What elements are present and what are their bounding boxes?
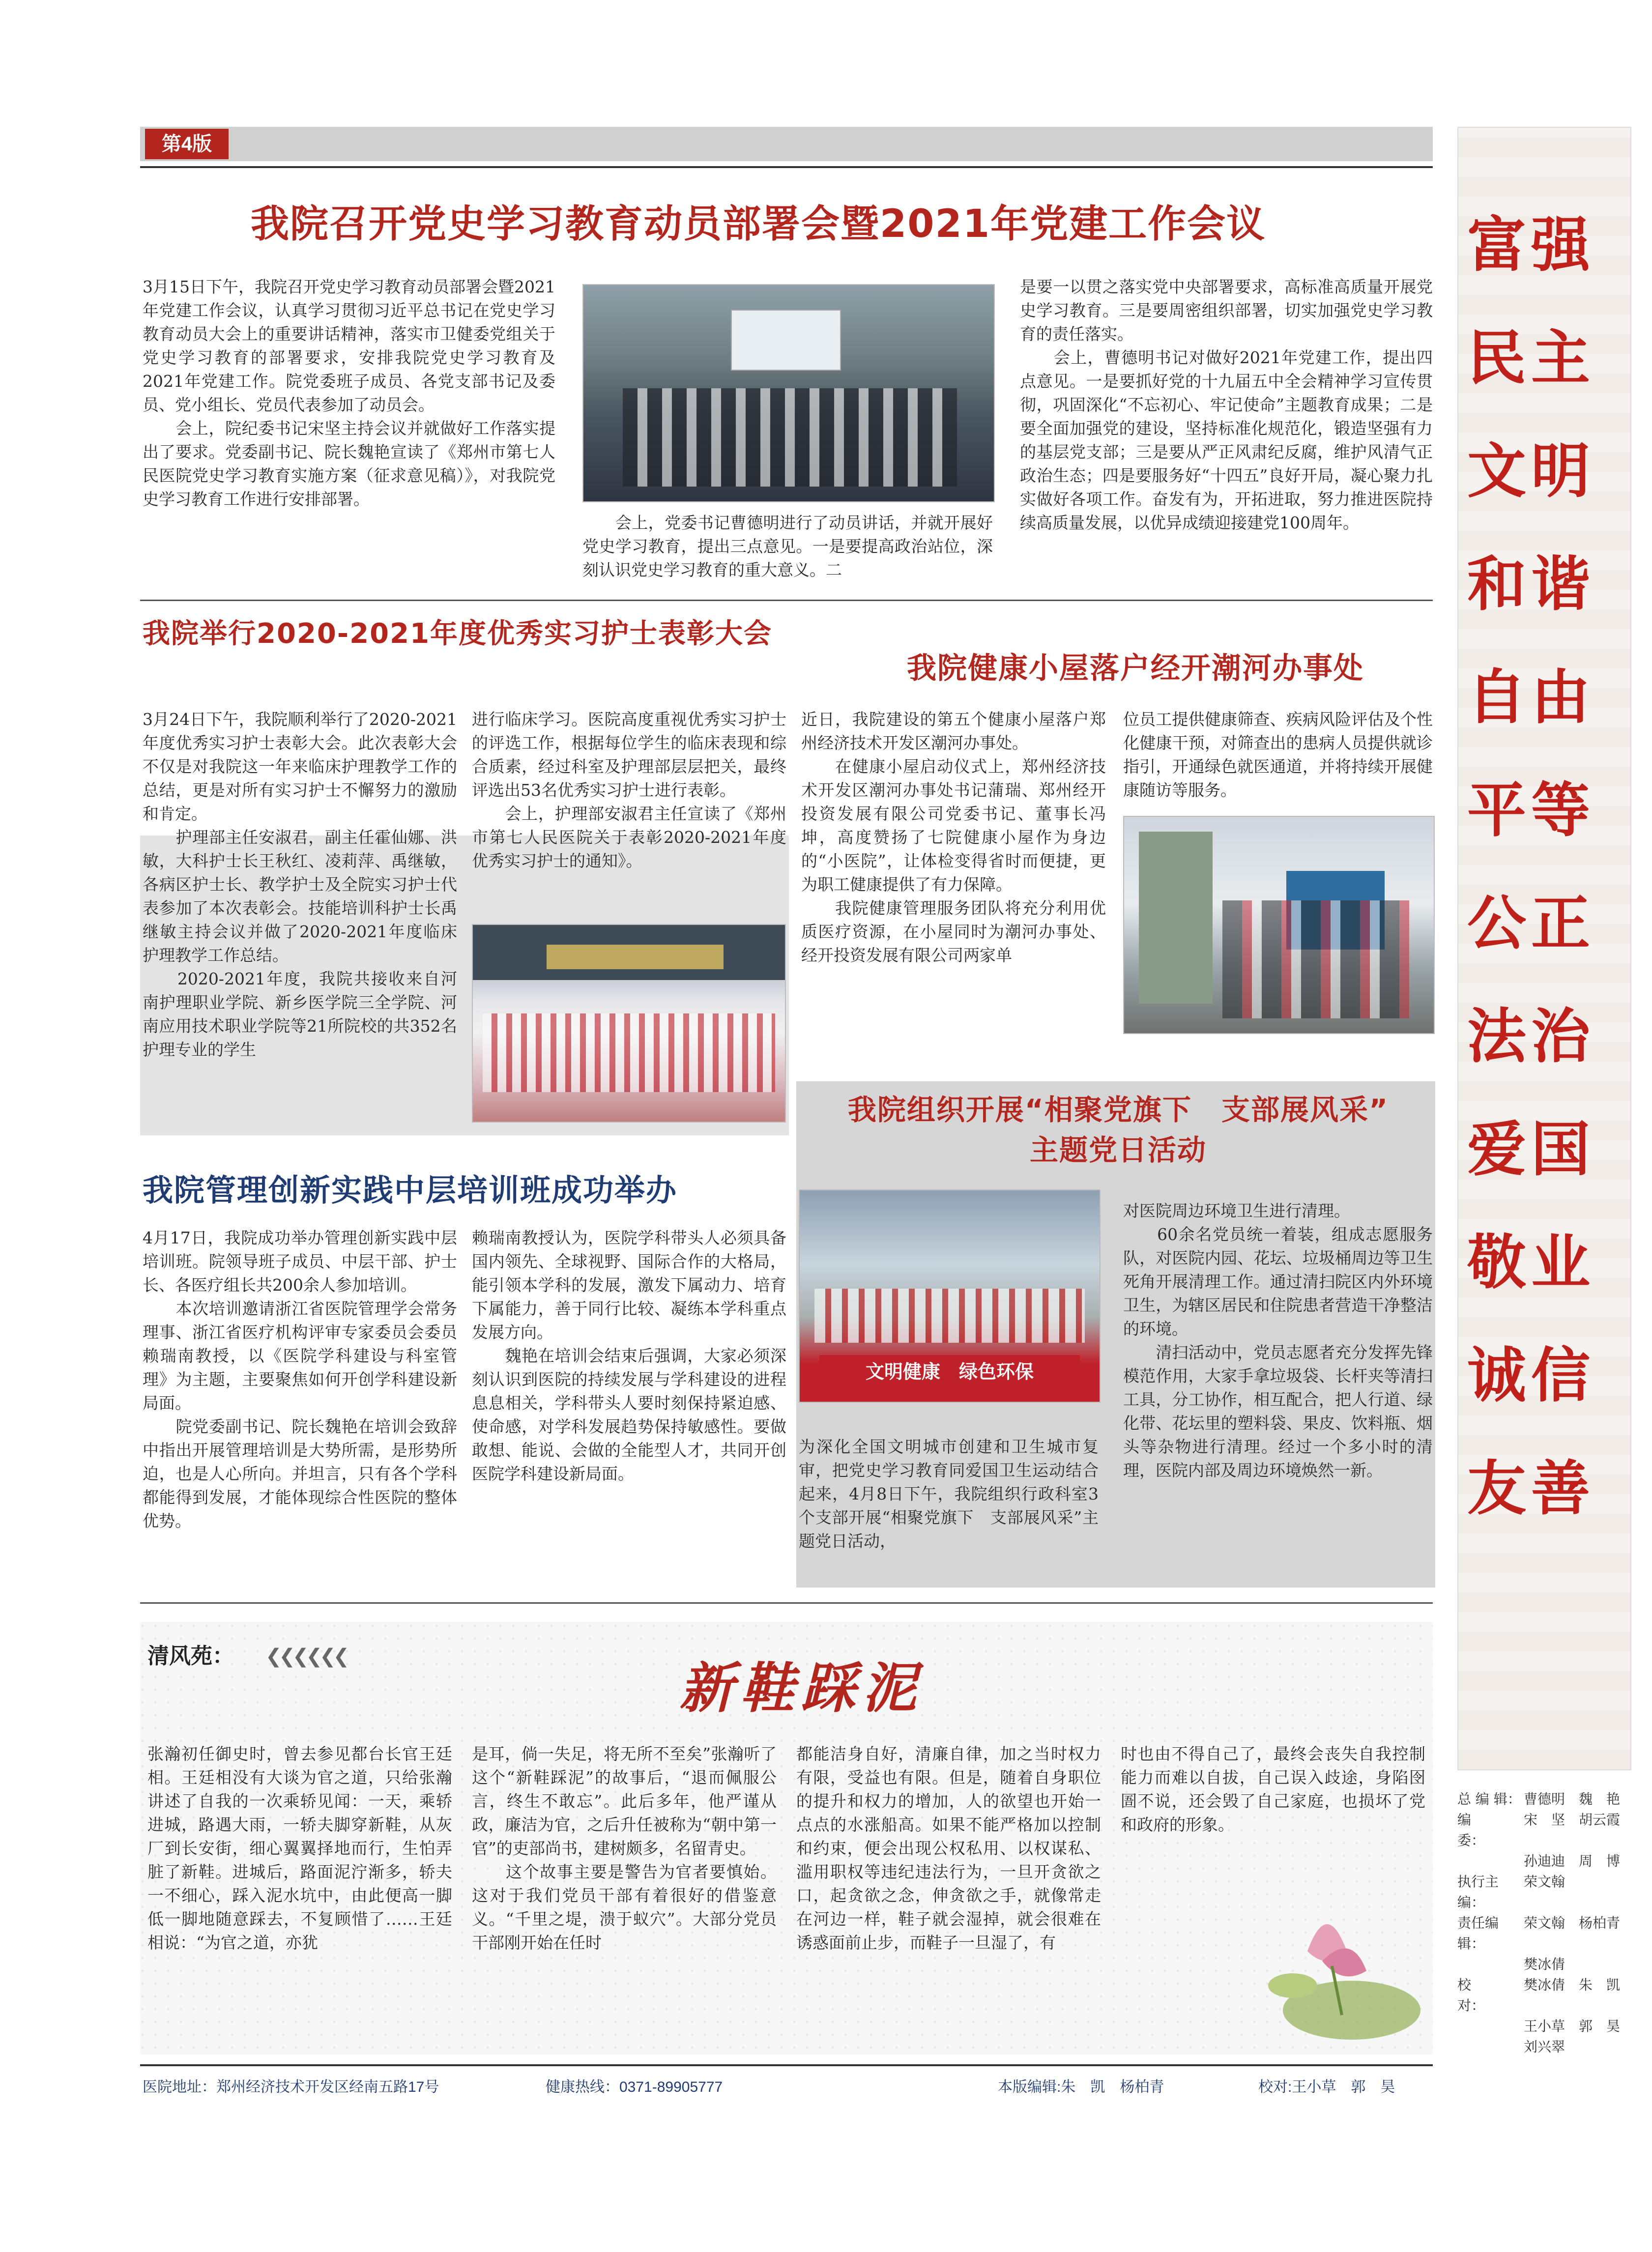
article3-title: 我院健康小屋落户经开潮河办事处 [907, 651, 1364, 686]
footer-rule [140, 2064, 1433, 2066]
masthead-names: 孙迪迪 周 博 [1524, 1853, 1621, 1869]
sidebar-value: 富强 [1467, 211, 1595, 280]
article2-col2: 进行临床学习。医院高度重视优秀实习护士的评选工作，根据每位学生的临床表现和综合质素，经过科室及护理部层层把关，最终评选出53名优秀实习护士进行表彰。 会上，护理部安淑君主任宣读了《郑州市第七人民医院关于表彰2020-2021年度优秀实习护士的通知》。 [472, 710, 786, 870]
masthead-row [1457, 1851, 1629, 1872]
masthead-role: 执行主编： [1457, 1874, 1499, 1910]
masthead-role: 总 编 辑： [1457, 1791, 1521, 1807]
article5-col1: 4月17日，我院成功举办管理创新实践中层培训班。院领导班子成员、中层干部、护士长、各医疗组长共200余人参加培训。 本次培训邀请浙江省医院管理学会常务理事、浙江省医疗机构评审专家委员会委员赖瑞南教授，以《医院学科建设与科室管理》为主题，主要聚焦如何开创学科建设新局面。 院党委副书记、院长魏艳在培训会致辞中指出开展管理培训是大势所需，是形势所迫，也是人心所向。并坦言，只有各个学科都能得到发展，才能体现综合性医院的整体优势。 [143, 1228, 457, 1530]
article3-col2: 位员工提供健康筛查、疾病风险评估及个性化健康干预，对筛查出的患病人员提供就诊指引，开通绿色就医通道，并将持续开展健康随访等服务。 [1123, 710, 1433, 800]
masthead-names: 樊冰倩 朱 凯 [1524, 1977, 1621, 1993]
masthead-names: 荣文翰 [1524, 1874, 1565, 1890]
footer-proofread: 校对:王小草 郭 昊 [1258, 2079, 1395, 2095]
section-rule [140, 1602, 1433, 1604]
lotus-illustration [1253, 1868, 1420, 2045]
qingfengyuan-col2: 是耳，倘一失足，将无所不至矣”张瀚听了这个“新鞋踩泥”的故事后，“退而佩服公言，终生不敢忘”。此后多年，他严谨从政，廉洁为官，之后升任被称为“朝中第一官”的吏部尚书，建树颇多，名留青史。 这个故事主要是警告为官者要慎始。这对于我们党员干部有着很好的借鉴意义。“千里之堤，溃于蚁穴”。大部分党员干部刚开始在任时 [472, 1744, 777, 1952]
masthead-role [1457, 2016, 1524, 2037]
sidebar-value: 自由 [1467, 664, 1595, 732]
top-bar [140, 127, 1433, 161]
top-rule [140, 166, 1433, 168]
article5-col2: 赖瑞南教授认为，医院学科带头人必须具备国内领先、全球视野、国际合作的大格局，能引领本学科的发展，激发下属动力、培育下属能力，善于同行比较、凝练本学科重点发展方向。 魏艳在培训会结束后强调，大家必须深刻认识到医院的持续发展与学科建设的进程息息相关，学科带头人要时刻保持紧迫感、使命感，对学科发展趋势保持敏感性。要做敢想、能说、会做的全能型人才，共同开创医院学科建设新局面。 [472, 1228, 786, 1483]
sidebar-value: 和谐 [1467, 550, 1595, 619]
masthead-role: 校 对： [1457, 1977, 1499, 2014]
article1-photo [582, 284, 995, 502]
article5-title: 我院管理创新实践中层培训班成功举办 [143, 1172, 678, 1208]
qingfengyuan-col3: 都能洁身自好，清廉自律，加之当时权力有限，受益也有限。但是，随着自身职位的提升和权力的增加，人的欲望也开始一点点的水涨船高。如果不能严格加以控制和约束，便会出现公权私用、以权谋私、滥用职权等违纪违法行为，一旦开贪欲之口，起贪欲之念，伸贪欲之手，就像常走在河边一样，鞋子就会湿掉，就会很难在诱惑面前止步，而鞋子一旦湿了，有 [796, 1744, 1101, 1952]
masthead-row [1457, 1789, 1629, 1810]
masthead-names: 荣文翰 杨柏青 [1524, 1915, 1621, 1931]
article4-photo [799, 1189, 1101, 1403]
sidebar-value: 爱国 [1467, 1116, 1595, 1184]
masthead-role: 责任编辑： [1457, 1915, 1499, 1952]
masthead-names: 曹德明 魏 艳 [1524, 1791, 1621, 1807]
masthead-names: 王小草 郭 昊 [1524, 2018, 1621, 2034]
article1-col3: 是要一以贯之落实党中央部署要求，高标准高质量开展党史学习教育。三是要周密组织部署，切实加强党史学习教育的责任落实。 会上，曹德明书记对做好2021年党建工作，提出四点意见。一是要抓好党的十九届五中全会精神学习宣传贯彻，巩固深化“不忘初心、牢记使命”主题教育成果；二是要全面加强党的建设，坚持标准化规范化，锻造坚强有力的基层党支部；三是要从严正风肃纪反腐，维护风清气正政治生态；四是要服务好“十四五”良好开局，凝心聚力扎实做好各项工作。奋发有为，开拓进取，努力推进医院持续高质量发展，以优异成绩迎接建党100周年。 [1020, 277, 1433, 532]
chevron-decoration-icon: ❮❮❮❮❮❮ [265, 1645, 347, 1668]
article3-photo [1123, 816, 1435, 1034]
masthead-role [1457, 1851, 1524, 1872]
article2-photo [472, 924, 786, 1123]
masthead-row [1457, 1872, 1629, 1913]
article4-title-line1: 我院组织开展“相聚党旗下 支部展风采” [847, 1093, 1389, 1126]
footer-editors: 本版编辑:朱 凯 杨柏青 [998, 2079, 1164, 2095]
article1-rule [140, 600, 1433, 601]
article1-title: 我院召开党史学习教育动员部署会暨2021年党建工作会议 [251, 202, 1266, 246]
masthead-names: 宋 坚 胡云霞 [1524, 1812, 1621, 1828]
qingfengyuan-title: 新鞋踩泥 [679, 1656, 923, 1720]
masthead-role [1457, 2037, 1524, 2057]
page-label: 第4版 [145, 129, 229, 159]
article4-banner: 文明健康 绿色环保 [819, 1355, 1080, 1389]
article3-col1: 近日，我院建设的第五个健康小屋落户郑州经济技术开发区潮河办事处。 在健康小屋启动仪式上，郑州经济技术开发区潮河办事处书记蒲瑞、郑州经开投资发展有限公司党委书记、董事长冯坤，高度赞扬了七院健康小屋作为身边的“小医院”，让体检变得省时而便捷，更为职工健康提供了有力保障。 我院健康管理服务团队将充分利用优质医疗资源，在小屋同时为潮河办事处、经开投资发展有限公司两家单 [801, 710, 1106, 965]
sidebar-value: 敬业 [1467, 1229, 1595, 1297]
masthead-names: 樊冰倩 [1524, 1956, 1565, 1972]
article4-col2: 对医院周边环境卫生进行清理。 60余名党员统一着装，组成志愿服务队，对医院内园、花坛、垃圾桶周边等卫生死角开展清理工作。通过清扫院区内外环境卫生，为辖区居民和住院患者营造干净整洁的环境。 清扫活动中，党员志愿者充分发挥先锋模范作用，大家手拿垃圾袋、长杆夹等清扫工具，分工协作，相互配合，把人行道、绿化带、花坛里的塑料袋、果皮、饮料瓶、烟头等杂物进行清理。经过一个多小时的清理，医院内部及周边环境焕然一新。 [1123, 1201, 1433, 1480]
sidebar-value: 法治 [1467, 1003, 1595, 1071]
sidebar-values [1467, 211, 1624, 1573]
article2-col1: 3月24日下午，我院顺利举行了2020-2021年度优秀实习护士表彰大会。此次表彰大会不仅是对我院这一年来临床护理教学工作的总结，更是对所有实习护士不懈努力的激励和肯定。 护理部主任安淑君，副主任霍仙娜、洪敏，大科护士长王秋红、凌莉萍、禹继敏，各病区护士长、教学护士及全院实习护士代表参加了本次表彰会。技能培训科护士长禹继敏主持会议并做了2020-2021年度临床护理教学工作总结。 2020-2021年度，我院共接收来自河南护理职业学院、新乡医学院三全学院、河南应用技术职业学院等21所院校的共352名护理专业的学生 [143, 710, 457, 1059]
masthead-role: 编 委： [1457, 1812, 1499, 1848]
article1-col2: 会上，党委书记曹德明进行了动员讲话，并就开展好党史学习教育，提出三点意见。一是要提高政治站位，深刻认识党史学习教育的重大意义。二 [582, 513, 993, 579]
sidebar-value: 友善 [1467, 1455, 1595, 1523]
article1-col1: 3月15日下午，我院召开党史学习教育动员部署会暨2021年党建工作会议，认真学习贯彻习近平总书记在党史学习教育动员大会上的重要讲话精神，落实市卫健委党组关于党史学习教育的部署要求，安排我院党史学习教育及2021年党建工作。院党委班子成员、各党支部书记及委员、党小组长、党员代表参加了动员会。 会上，院纪委书记宋坚主持会议并就做好工作落实提出了要求。党委副书记、院长魏艳宣读了《郑州市第七人民医院党史学习教育实施方案（征求意见稿）》，对我院党史学习教育工作进行安排部署。 [143, 277, 555, 509]
article4-title-line2: 主题党日活动 [1029, 1133, 1207, 1167]
masthead-panel [1457, 1789, 1629, 2055]
qingfengyuan-label: 清风苑： [147, 1644, 234, 1668]
sidebar-value: 民主 [1467, 324, 1595, 393]
masthead-row [1457, 1975, 1629, 2016]
masthead-row [1457, 1954, 1629, 1975]
footer-hotline: 健康热线：0371-89905777 [546, 2079, 723, 2095]
masthead-row [1457, 2016, 1629, 2037]
sidebar-value: 公正 [1467, 890, 1595, 958]
sidebar-value: 平等 [1467, 777, 1595, 845]
footer-address: 医院地址：郑州经济技术开发区经南五路17号 [143, 2079, 439, 2095]
article4-col1: 为深化全国文明城市创建和卫生城市复审，把党史学习教育同爱国卫生运动结合起来，4月8日下午，我院组织行政科室3个支部开展“相聚党旗下 支部展风采”主题党日活动， [799, 1437, 1099, 1551]
qingfengyuan-col1: 张瀚初任御史时，曾去参见都台长官王廷相。王廷相没有大谈为官之道，只给张瀚讲述了自我的一次乘轿见闻：一天，乘轿进城，路遇大雨，一轿夫脚穿新鞋，从灰厂到长安街，细心翼翼择地而行，生怕弄脏了新鞋。进城后，路面泥泞渐多，轿夫一不细心，踩入泥水坑中，由此便高一脚低一脚地随意踩去，不复顾惜了……王廷相说：“为官之道，亦犹 [147, 1744, 452, 1952]
sidebar-value: 文明 [1467, 437, 1595, 506]
masthead-names: 刘兴翠 [1524, 2039, 1565, 2055]
masthead-role [1457, 1954, 1524, 1975]
sidebar-value: 诚信 [1467, 1342, 1595, 1410]
masthead-row [1457, 1913, 1629, 1954]
article2-title: 我院举行2020-2021年度优秀实习护士表彰大会 [143, 618, 772, 650]
masthead-row [1457, 1810, 1629, 1851]
masthead-row [1457, 2037, 1629, 2057]
qingfengyuan-col4: 时也由不得自己了，最终会丧失自我控制能力而难以自拔，自己误入歧途，身陷囹圄不说，还会毁了自己家庭，也损坏了党和政府的形象。 [1121, 1744, 1425, 1834]
